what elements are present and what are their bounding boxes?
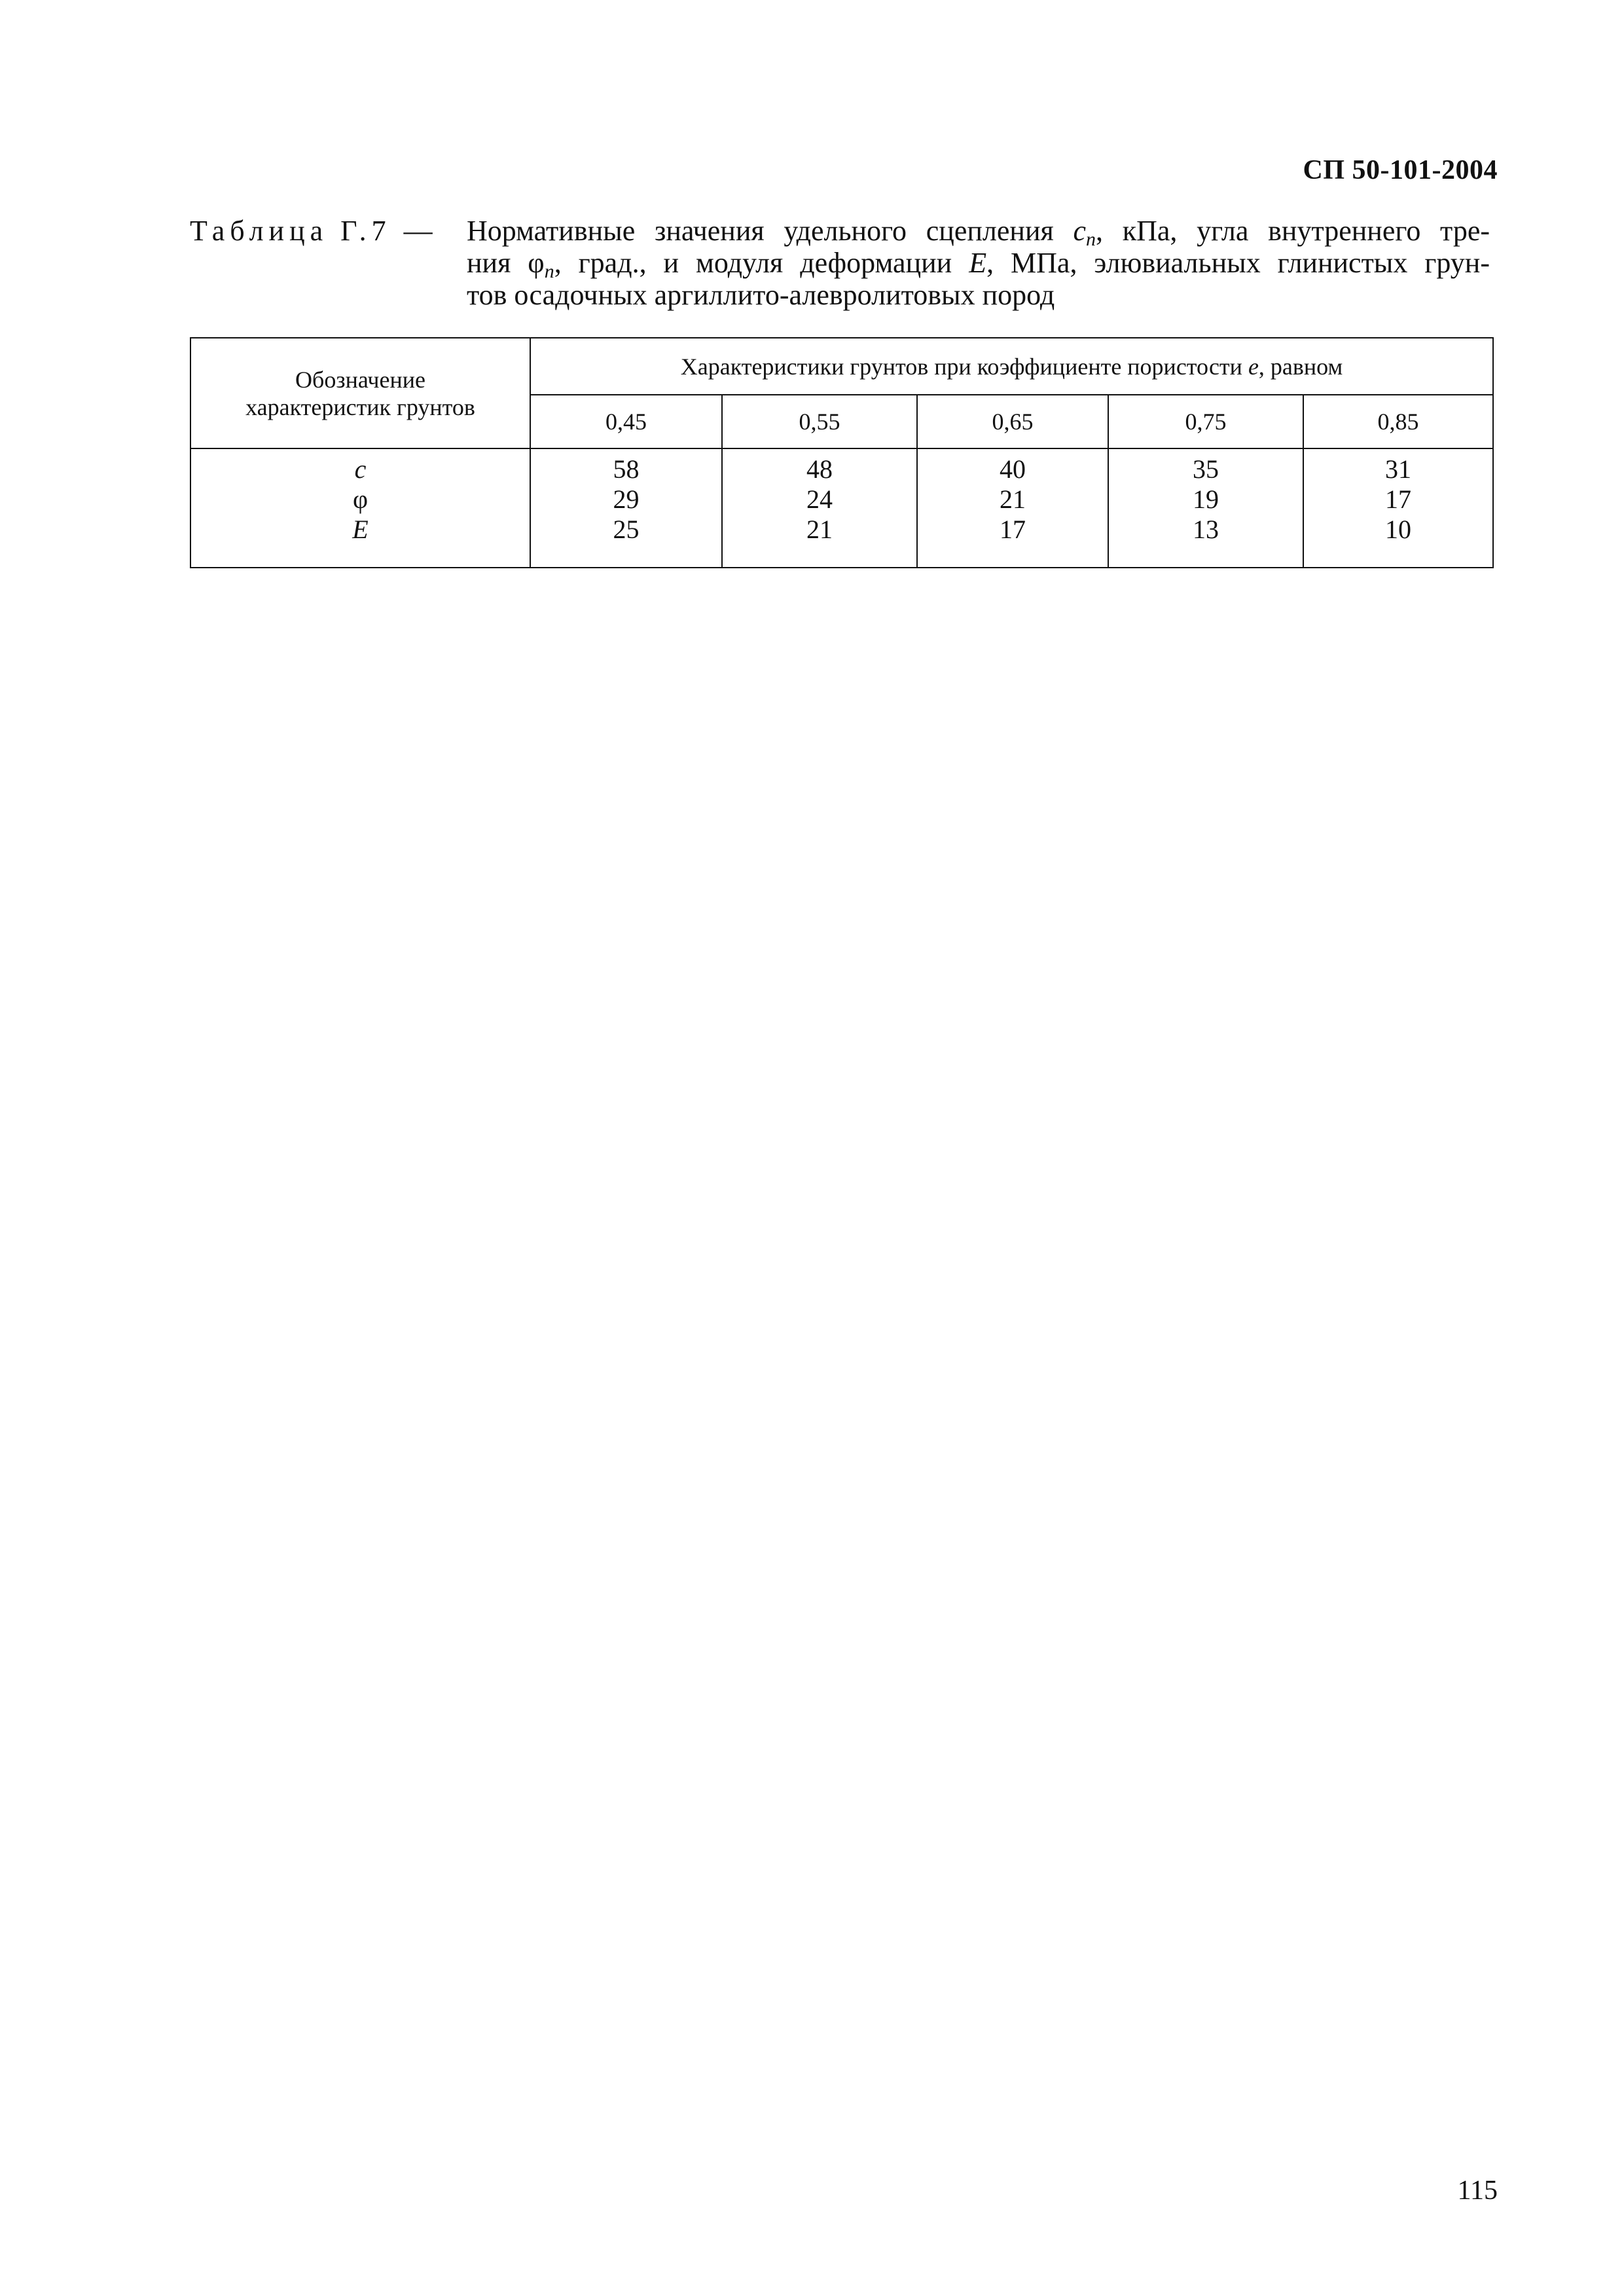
caption-text-part: , кПа, угла внутреннего тре-	[1095, 215, 1490, 247]
symbol-phi: φ	[352, 484, 369, 514]
caption-text-part: ния	[467, 247, 528, 279]
value: 35	[1193, 454, 1219, 484]
value: 17	[1000, 515, 1026, 544]
value: 21	[806, 515, 833, 544]
caption-subscript-n: n	[544, 261, 554, 282]
value: 25	[613, 515, 640, 544]
document-code: СП 50-101-2004	[1303, 155, 1498, 185]
corner-header	[190, 338, 530, 448]
group-header-prefix: Характеристики грунтов при коэффициенте пористости	[680, 353, 1248, 380]
caption-text-part: Нормативные значения удельного сцепления	[467, 215, 1074, 247]
caption-text-part: , град., и модуля деформации	[554, 247, 969, 279]
value: 19	[1193, 484, 1219, 514]
table-label: Таблица Г.7 —	[190, 215, 438, 247]
table-row	[190, 448, 1493, 568]
symbol-e: E	[352, 515, 369, 544]
column-header: 0,65	[917, 395, 1108, 448]
value-cell	[722, 448, 917, 568]
value-cell	[1108, 448, 1303, 568]
value: 58	[613, 454, 640, 484]
caption-symbol-e: E	[969, 247, 987, 279]
value: 17	[1385, 484, 1411, 514]
value-cell	[530, 448, 722, 568]
value: 31	[1385, 454, 1411, 484]
value: 40	[1000, 454, 1026, 484]
column-header: 0,75	[1108, 395, 1303, 448]
value-cell	[917, 448, 1108, 568]
column-header: 0,55	[722, 395, 917, 448]
page-number: 115	[1457, 2176, 1498, 2206]
caption-text-part: , МПа, элювиальных глинистых грун-	[986, 247, 1490, 279]
value: 29	[613, 484, 640, 514]
caption-line-3: тов осадочных аргиллито-алевролитовых пород	[467, 279, 1055, 311]
value-cell	[1303, 448, 1493, 568]
value: 10	[1385, 515, 1411, 544]
value: 21	[1000, 484, 1026, 514]
corner-header-line-2: характеристик грунтов	[245, 393, 475, 420]
column-header: 0,45	[530, 395, 722, 448]
symbol-c: c	[354, 454, 367, 484]
caption-symbol-c: c	[1073, 215, 1086, 247]
caption-line-2	[467, 247, 1490, 282]
soil-properties-table	[190, 337, 1494, 568]
symbol-cell	[190, 448, 530, 568]
table-title	[467, 215, 1490, 311]
column-header: 0,85	[1303, 395, 1493, 448]
value: 48	[806, 454, 833, 484]
corner-header-line-1: Обозначение	[295, 366, 425, 393]
caption-line-1	[467, 215, 1490, 250]
group-header-symbol: e	[1248, 353, 1259, 380]
value: 24	[806, 484, 833, 514]
caption-subscript-n: n	[1085, 228, 1096, 250]
group-header-suffix: , равном	[1258, 353, 1343, 380]
caption-symbol-phi: φ	[528, 247, 545, 279]
group-header	[530, 338, 1493, 395]
value: 13	[1193, 515, 1219, 544]
